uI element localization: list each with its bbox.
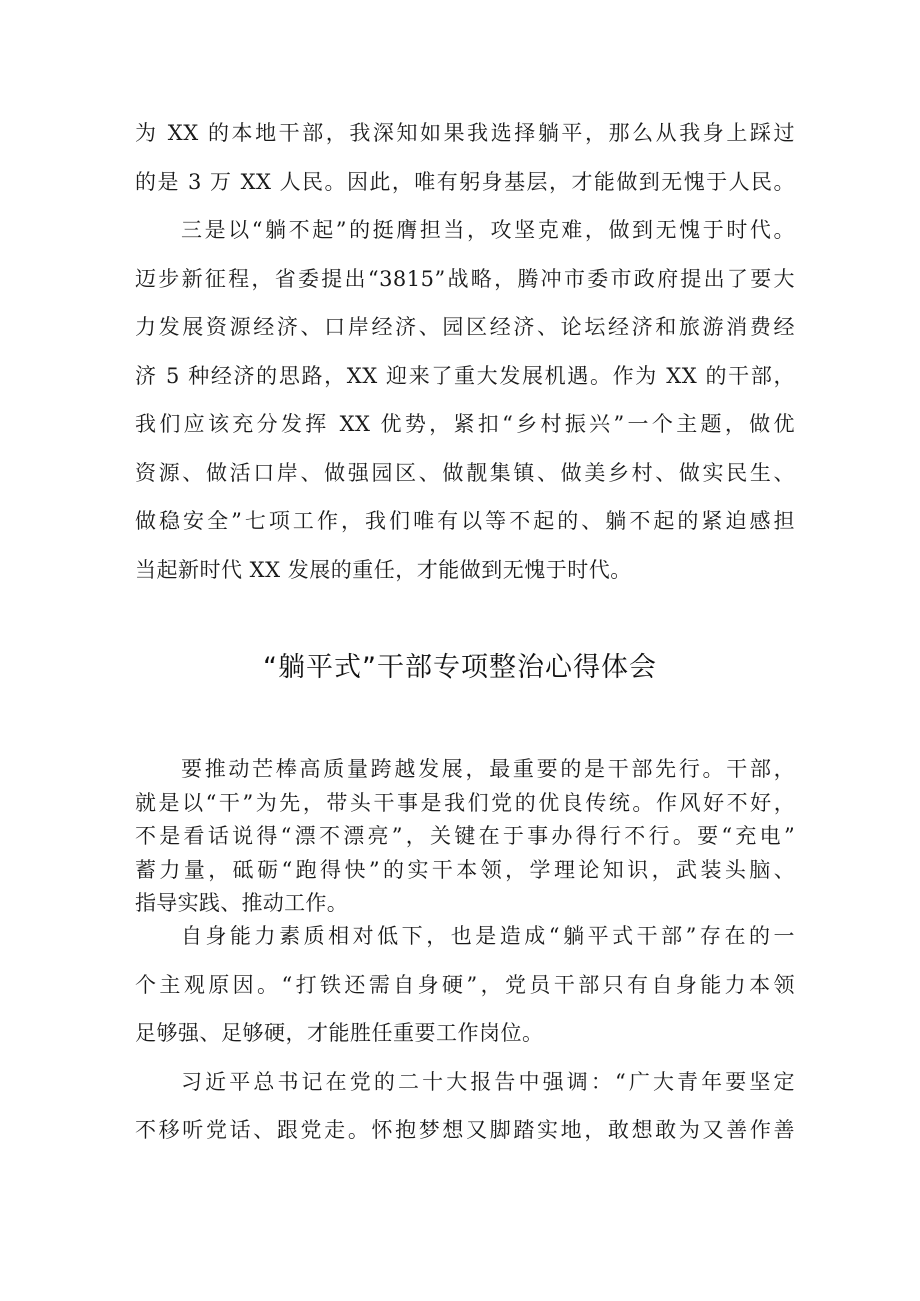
text-line: 做稳安全”七项工作，我们唯有以等不起的、躺不起的紧迫感担 xyxy=(135,509,795,533)
paragraph-block-3 xyxy=(135,912,795,1155)
text-line: 迈步新征程，省委提出“3815”战略，腾冲市委市政府提出了要大 xyxy=(135,266,795,291)
text-line: 个主观原因。“打铁还需自身硬”，党员干部只有自身能力本领 xyxy=(135,972,795,997)
text-line: 就是以“干”为先，带头干事是我们党的优良传统。作风好不好， xyxy=(135,790,795,815)
paragraph-block-1 xyxy=(135,109,795,594)
text-line: 指导实践、推动工作。 xyxy=(135,891,348,915)
text-line: 不是看话说得“漂不漂亮”，关键在于事办得行不行。要“充电” xyxy=(135,824,795,848)
text-line: 自身能力素质相对低下，也是造成“躺平式干部”存在的一 xyxy=(181,924,795,948)
section-title: “躺平式”干部专项整治心得体会 xyxy=(263,652,657,683)
text-line: 不移听党话、跟党走。怀抱梦想又脚踏实地，敢想敢为又善作善 xyxy=(135,1118,795,1142)
text-line: 习近平总书记在党的二十大报告中强调：“广大青年要坚定 xyxy=(181,1069,795,1094)
text-line: 要推动芒棒高质量跨越发展，最重要的是干部先行。干部， xyxy=(181,757,795,781)
text-line: 三是以“躺不起”的挺膺担当，攻坚克难，做到无愧于时代。 xyxy=(181,218,795,242)
text-line: 我们应该充分发挥 XX 优势，紧扣“乡村振兴”一个主题，做优 xyxy=(135,412,795,436)
text-line: 的是 3 万 XX 人民。因此，唯有躬身基层，才能做到无愧于人民。 xyxy=(135,169,795,194)
text-line: 蓄力量，砥砺“跑得快”的实干本领，学理论知识，武装头脑、 xyxy=(135,857,795,882)
paragraph-block-2 xyxy=(135,753,795,921)
text-line: 济 5 种经济的思路，XX 迎来了重大发展机遇。作为 XX 的干部， xyxy=(135,363,795,388)
text-line: 资源、做活口岸、做强园区、做靓集镇、做美乡村、做实民生、 xyxy=(135,460,795,485)
text-line: 为 XX 的本地干部，我深知如果我选择躺平，那么从我身上踩过 xyxy=(135,121,795,145)
text-line: 足够强、足够硬，才能胜任重要工作岗位。 xyxy=(135,1021,544,1045)
text-line: 力发展资源经济、口岸经济、园区经济、论坛经济和旅游消费经 xyxy=(135,315,795,339)
text-line: 当起新时代 XX 发展的重任，才能做到无愧于时代。 xyxy=(135,557,632,582)
